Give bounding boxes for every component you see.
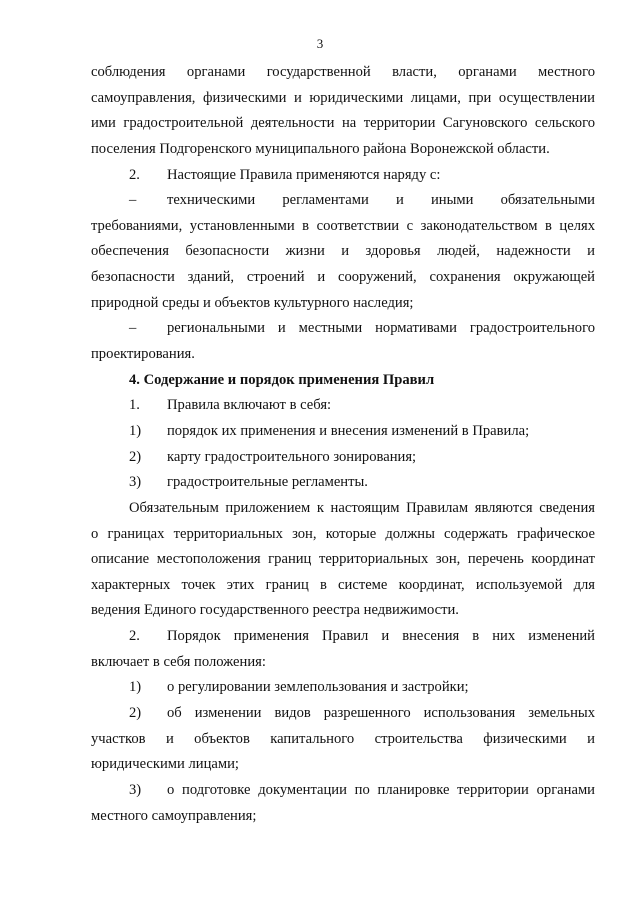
list-item-line xyxy=(91,701,595,727)
list-item-text: Правила включают в себя: xyxy=(167,397,332,414)
text-line-last: включает в себя положения: xyxy=(91,653,266,670)
list-marker: 2. xyxy=(129,166,140,183)
text-line: безопасности зданий, строений и сооружений, сохранения окружающей xyxy=(91,269,595,286)
list-item-line xyxy=(91,163,595,189)
text-line: характерных точек этих границ в системе координат, используемой для xyxy=(91,576,595,593)
list-item-text: техническими регламентами и иными обязательными xyxy=(167,192,595,209)
list-item-text: карту градостроительного зонирования; xyxy=(167,448,417,465)
list-item-line xyxy=(91,188,595,214)
list-item-line xyxy=(91,445,595,471)
list-item-line xyxy=(91,470,595,496)
paragraph-first-line: Обязательным приложением к настоящим Правилам являются сведения xyxy=(129,499,595,516)
list-item-text: региональными и местными нормативами градостроительного xyxy=(167,320,595,337)
text-line: самоуправления, физическими и юридическими лицами, при осуществлении xyxy=(91,89,595,106)
text-line: соблюдения органами государственной власти, органами местного xyxy=(91,64,595,80)
text-line: обеспечения безопасности жизни и здоровья людей, надежности и xyxy=(91,243,595,260)
list-item-line xyxy=(91,316,595,342)
page-number: 3 xyxy=(316,36,324,51)
list-marker: – xyxy=(129,192,137,209)
text-line: участков и объектов капитального строительства физическими и xyxy=(91,730,595,747)
list-marker: 3) xyxy=(129,474,142,491)
list-item-text: об изменении видов разрешенного использования земельных xyxy=(167,705,595,722)
text-line: о границах территориальных зон, которые должны содержать графическое xyxy=(91,525,595,542)
list-marker: 3) xyxy=(129,781,142,798)
list-item-line xyxy=(91,675,595,701)
list-item-text: порядок их применения и внесения изменений в Правила; xyxy=(167,422,530,439)
list-item-line xyxy=(91,419,595,445)
document-body xyxy=(91,60,595,829)
list-marker: 2. xyxy=(129,628,140,645)
text-line-last: поселения Подгоренского муниципального района Воронежской области. xyxy=(91,140,550,157)
text-line-last: природной среды и объектов культурного наследия; xyxy=(91,294,414,311)
list-marker: 1. xyxy=(129,397,140,414)
list-item-line xyxy=(91,393,595,419)
list-marker: 1) xyxy=(129,422,142,439)
list-item-line xyxy=(91,624,595,650)
list-marker: – xyxy=(129,320,137,337)
text-line-last: проектирования. xyxy=(91,346,195,363)
text-line-last: юридическими лицами; xyxy=(91,756,239,773)
list-item-text: о регулировании землепользования и застройки; xyxy=(167,679,469,696)
list-item-line xyxy=(91,778,595,804)
text-line-last: ведения Единого государственного реестра недвижимости. xyxy=(91,602,459,619)
text-line: ими градостроительной деятельности на территории Сагуновского сельского xyxy=(91,115,595,132)
list-marker: 2) xyxy=(129,705,142,722)
list-item-text: Настоящие Правила применяются наряду с: xyxy=(167,166,441,183)
list-marker: 1) xyxy=(129,679,142,696)
text-line: описание местоположения границ территориальных зон, перечень координат xyxy=(91,551,595,568)
list-item-text: о подготовке документации по планировке территории органами xyxy=(167,781,595,798)
text-line-last: местного самоуправления; xyxy=(91,807,257,824)
list-item-text: Порядок применения Правил и внесения в них изменений xyxy=(167,628,595,645)
section-heading: 4. Содержание и порядок применения Правил xyxy=(129,371,435,388)
text-line: требованиями, установленными в соответствии с законодательством в целях xyxy=(91,217,595,234)
list-item-text: градостроительные регламенты. xyxy=(167,474,368,491)
list-marker: 2) xyxy=(129,448,142,465)
